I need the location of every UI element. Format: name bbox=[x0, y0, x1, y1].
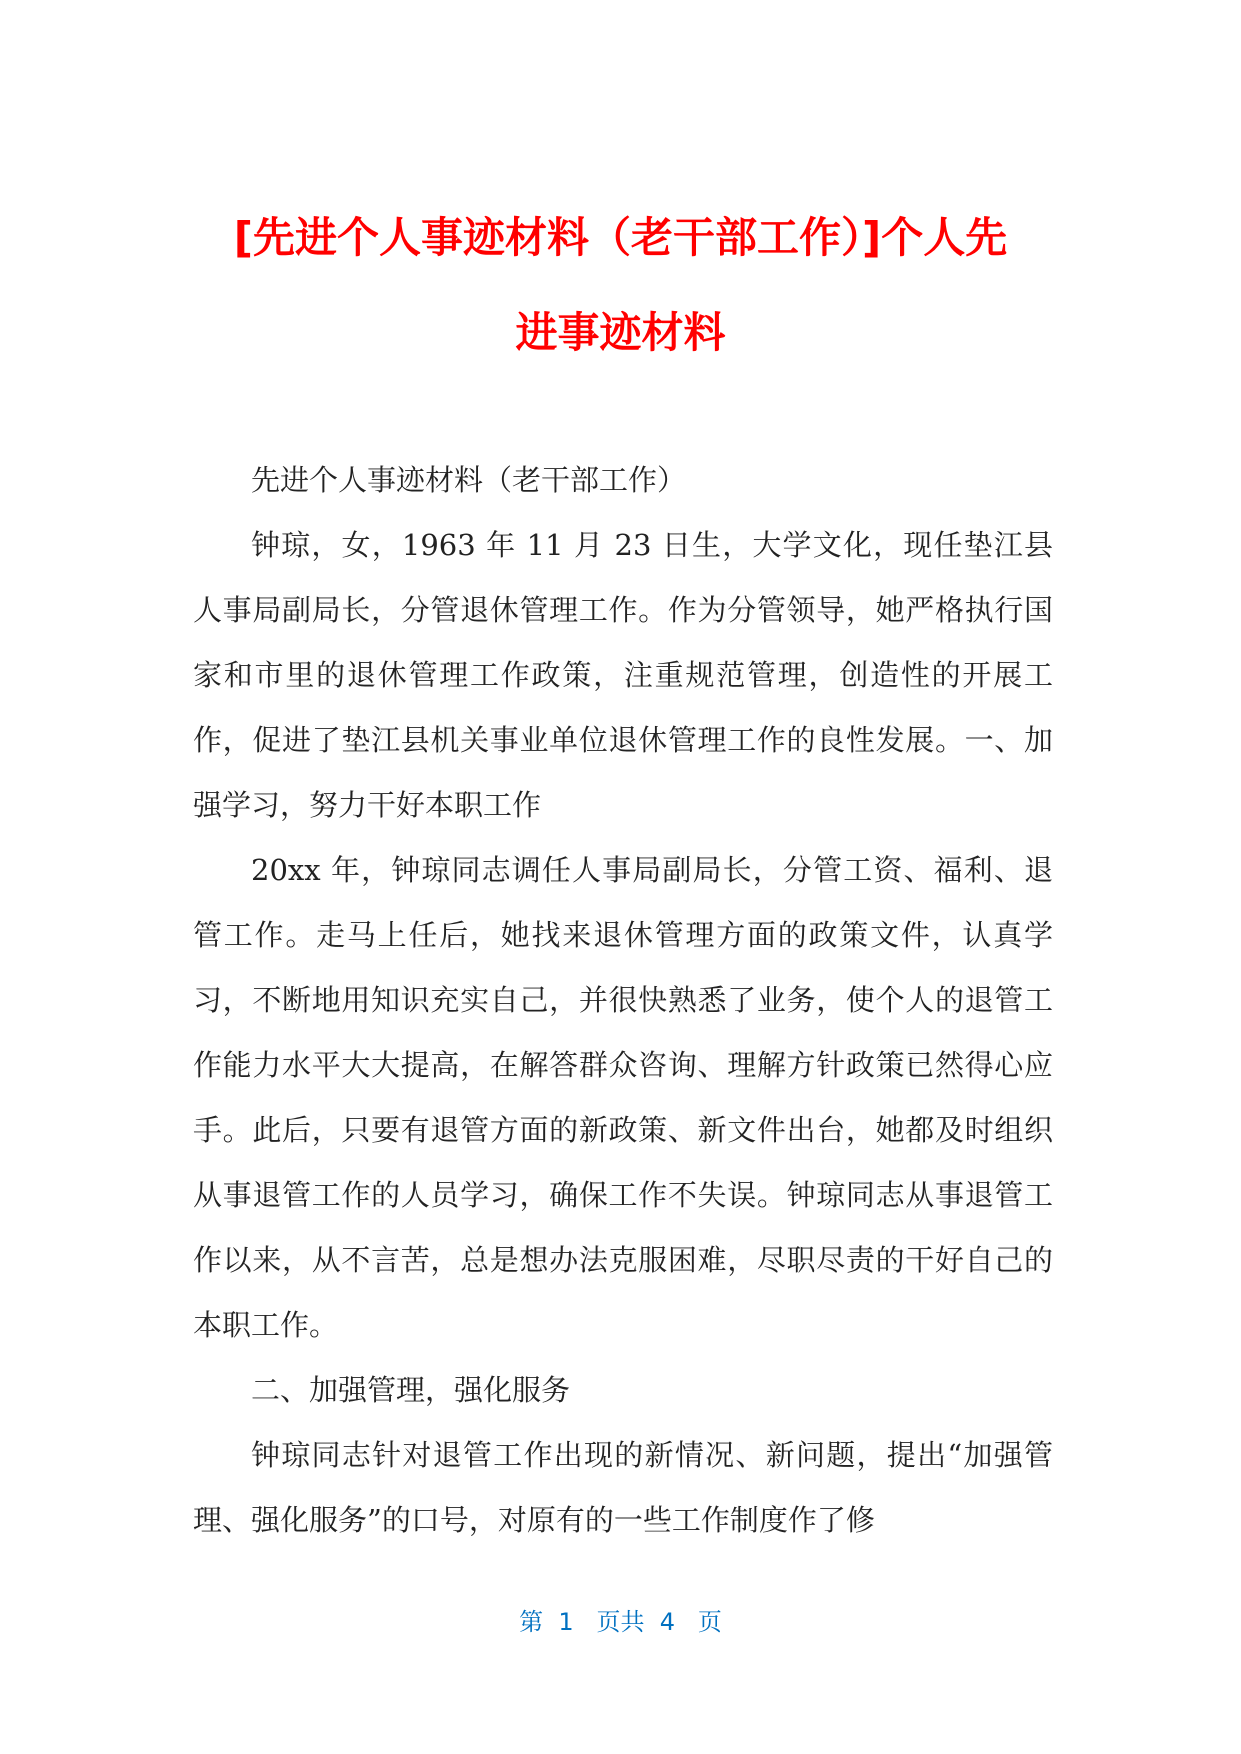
page-number-footer: 第 1 页共 4 页 bbox=[519, 1608, 722, 1636]
title-line-2: 进事迹材料 bbox=[515, 308, 726, 357]
title-line-1: [先进个人事迹材料（老干部工作）]个人先 bbox=[233, 213, 1008, 262]
document-body bbox=[193, 448, 1053, 1553]
section-heading-management: 二、加强管理，强化服务 bbox=[251, 1373, 571, 1407]
paragraph-heading: 先进个人事迹材料（老干部工作） bbox=[251, 463, 687, 497]
paragraph-study: 20xx 年，钟琼同志调任人事局副局长，分管工资、福利、退管工作。走马上任后，她找来退休管理方面的政策文件，认真学习，不断地用知识充实自己，并很快熟悉了业务，使个人的退管工作能力水平大大提高，在解答群众咨询、理解方针政策已然得心应手。此后，只要有退管方面的新政策、新文件出台，她都及时组织从事退管工作的人员学习，确保工作不失误。钟琼同志从事退管工作以来，从不言苦，总是想办法克服困难，尽职尽责的干好自己的本职工作。 bbox=[193, 853, 1053, 1342]
paragraph-intro: 钟琼，女，1963 年 11 月 23 日生，大学文化，现任垫江县人事局副局长，分管退休管理工作。作为分管领导，她严格执行国家和市里的退休管理工作政策，注重规范管理，创造性的开展工作，促进了垫江县机关事业单位退休管理工作的良性发展。一、加强学习，努力干好本职工作 bbox=[193, 528, 1053, 822]
paragraph-management: 钟琼同志针对退管工作出现的新情况、新问题，提出“加强管理、强化服务”的口号，对原有的一些工作制度作了修 bbox=[193, 1438, 1053, 1537]
document-title bbox=[150, 190, 1091, 380]
